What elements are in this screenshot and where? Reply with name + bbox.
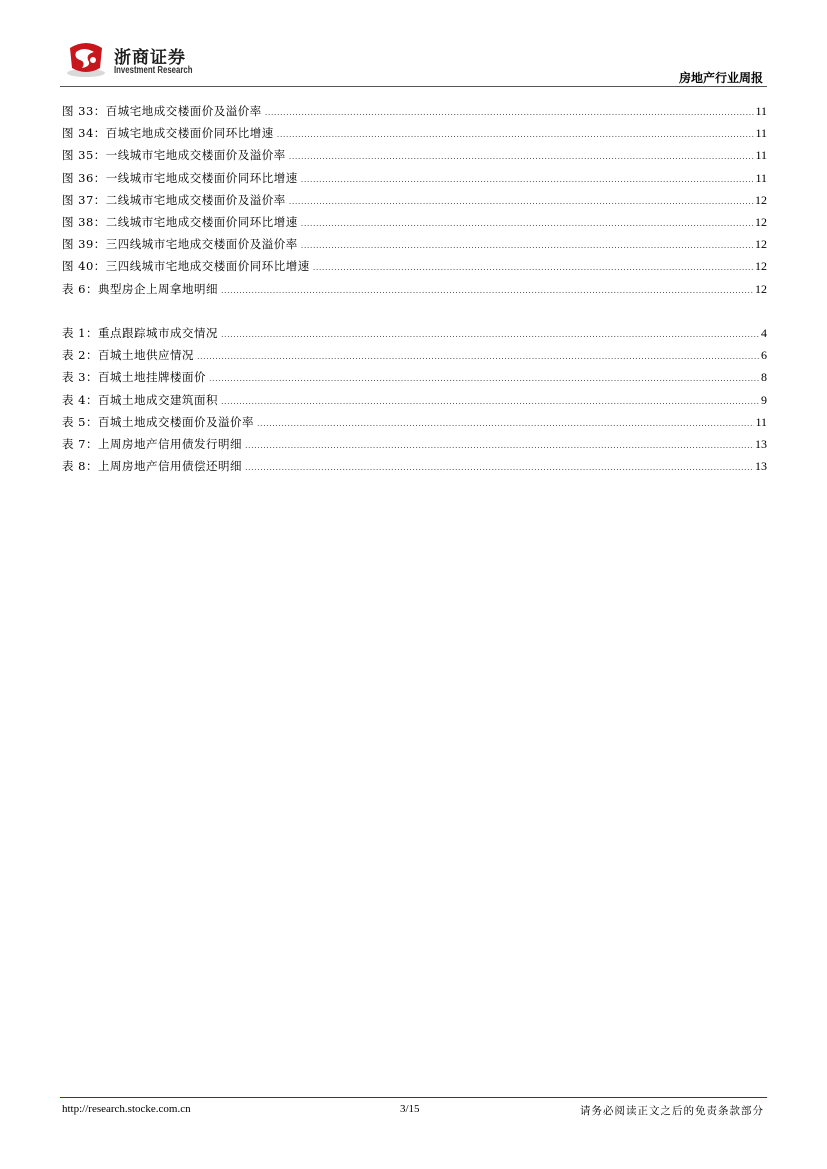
toc-entry[interactable] xyxy=(62,214,767,236)
toc-entry[interactable] xyxy=(62,103,767,125)
toc-entry[interactable] xyxy=(62,258,767,280)
toc-entry-label: 图 35：一线城市宅地成交楼面价及溢价率 xyxy=(62,148,286,163)
toc-figures-list xyxy=(62,103,767,303)
toc-entry[interactable] xyxy=(62,392,767,414)
toc-dot-leader xyxy=(245,463,754,472)
toc-dot-leader xyxy=(289,152,755,161)
toc-dot-leader xyxy=(301,219,754,228)
toc-entry[interactable] xyxy=(62,281,767,303)
toc-dot-leader xyxy=(277,130,755,139)
toc-entry[interactable] xyxy=(62,125,767,147)
toc-entry-page: 13 xyxy=(755,459,767,474)
toc-entry-page: 11 xyxy=(755,170,767,185)
toc-entry-page: 11 xyxy=(755,148,767,163)
toc-entry-page: 11 xyxy=(755,414,767,429)
toc-dot-leader xyxy=(289,197,754,206)
toc-entry-label: 图 34：百城宅地成交楼面价同环比增速 xyxy=(62,126,274,141)
toc-entry-page: 11 xyxy=(755,104,767,118)
toc-dot-leader xyxy=(301,241,754,250)
toc-entry-label: 图 39：三四线城市宅地成交楼面价及溢价率 xyxy=(62,237,298,252)
toc-entry[interactable] xyxy=(62,147,767,169)
toc-entry-label: 表 5：百城土地成交楼面价及溢价率 xyxy=(62,414,254,429)
toc-dot-leader xyxy=(197,352,760,361)
toc-entry-label: 图 38：二线城市宅地成交楼面价同环比增速 xyxy=(62,214,298,229)
toc-entry[interactable] xyxy=(62,414,767,436)
toc-entry-label: 图 33：百城宅地成交楼面价及溢价率 xyxy=(62,104,262,118)
toc-entry[interactable] xyxy=(62,347,767,369)
toc-entry-label: 表 2：百城土地供应情况 xyxy=(62,348,194,363)
toc-entry-label: 表 3：百城土地挂牌楼面价 xyxy=(62,370,206,385)
toc-entry[interactable] xyxy=(62,436,767,458)
toc-entry-page: 4 xyxy=(761,326,767,340)
toc-entry[interactable] xyxy=(62,369,767,391)
report-type-label: 房地产行业周报 xyxy=(678,71,763,85)
toc-entry-page: 12 xyxy=(755,214,767,229)
brand-name-en: Investment Research xyxy=(114,65,193,76)
toc-entry-label: 表 1：重点跟踪城市成交情况 xyxy=(62,326,218,340)
toc-entry-label: 表 4：百城土地成交建筑面积 xyxy=(62,392,218,407)
toc-dot-leader xyxy=(221,330,760,339)
toc-entry-page: 12 xyxy=(755,259,767,274)
header-divider xyxy=(60,86,767,87)
toc-entry-label: 表 8：上周房地产信用债偿还明细 xyxy=(62,459,242,474)
toc-dot-leader xyxy=(301,175,755,184)
toc-dot-leader xyxy=(209,374,760,383)
toc-entry[interactable] xyxy=(62,458,767,480)
footer-url-link[interactable]: http://research.stocke.com.cn xyxy=(62,1103,191,1115)
toc-entry[interactable] xyxy=(62,170,767,192)
toc-entry-page: 12 xyxy=(755,237,767,252)
toc-entry-label: 表 7：上周房地产信用债发行明细 xyxy=(62,436,242,451)
toc-dot-leader xyxy=(245,441,754,450)
toc-dot-leader xyxy=(221,286,754,295)
toc-dot-leader xyxy=(257,419,754,428)
page-header xyxy=(0,0,827,90)
toc-entry-page: 9 xyxy=(761,392,767,407)
toc-dot-leader xyxy=(313,263,754,272)
page-number: 3/15 xyxy=(400,1103,420,1115)
toc-dot-leader xyxy=(265,108,755,117)
toc-entry-label: 表 6：典型房企上周拿地明细 xyxy=(62,281,218,296)
toc-entry[interactable] xyxy=(62,192,767,214)
toc-entry-page: 6 xyxy=(761,348,767,363)
toc-entry[interactable] xyxy=(62,236,767,258)
toc-entry-page: 12 xyxy=(755,192,767,207)
toc-entry-label: 图 36：一线城市宅地成交楼面价同环比增速 xyxy=(62,170,298,185)
toc-entry-label: 图 40：三四线城市宅地成交楼面价同环比增速 xyxy=(62,259,310,274)
toc-tables-list xyxy=(62,325,767,480)
zheshang-securities-logo-icon xyxy=(64,40,108,78)
footer-disclaimer: 请务必阅读正文之后的免责条款部分 xyxy=(580,1105,764,1117)
toc-dot-leader xyxy=(221,397,760,406)
toc-entry-page: 12 xyxy=(755,281,767,296)
footer-divider xyxy=(60,1097,767,1098)
toc-entry-page: 8 xyxy=(761,370,767,385)
toc-entry-page: 13 xyxy=(755,436,767,451)
toc-entry-page: 11 xyxy=(755,126,767,141)
toc-entry[interactable] xyxy=(62,325,767,347)
brand-name-cn: 浙商证券 xyxy=(114,48,186,68)
toc-entry-label: 图 37：二线城市宅地成交楼面价及溢价率 xyxy=(62,192,286,207)
